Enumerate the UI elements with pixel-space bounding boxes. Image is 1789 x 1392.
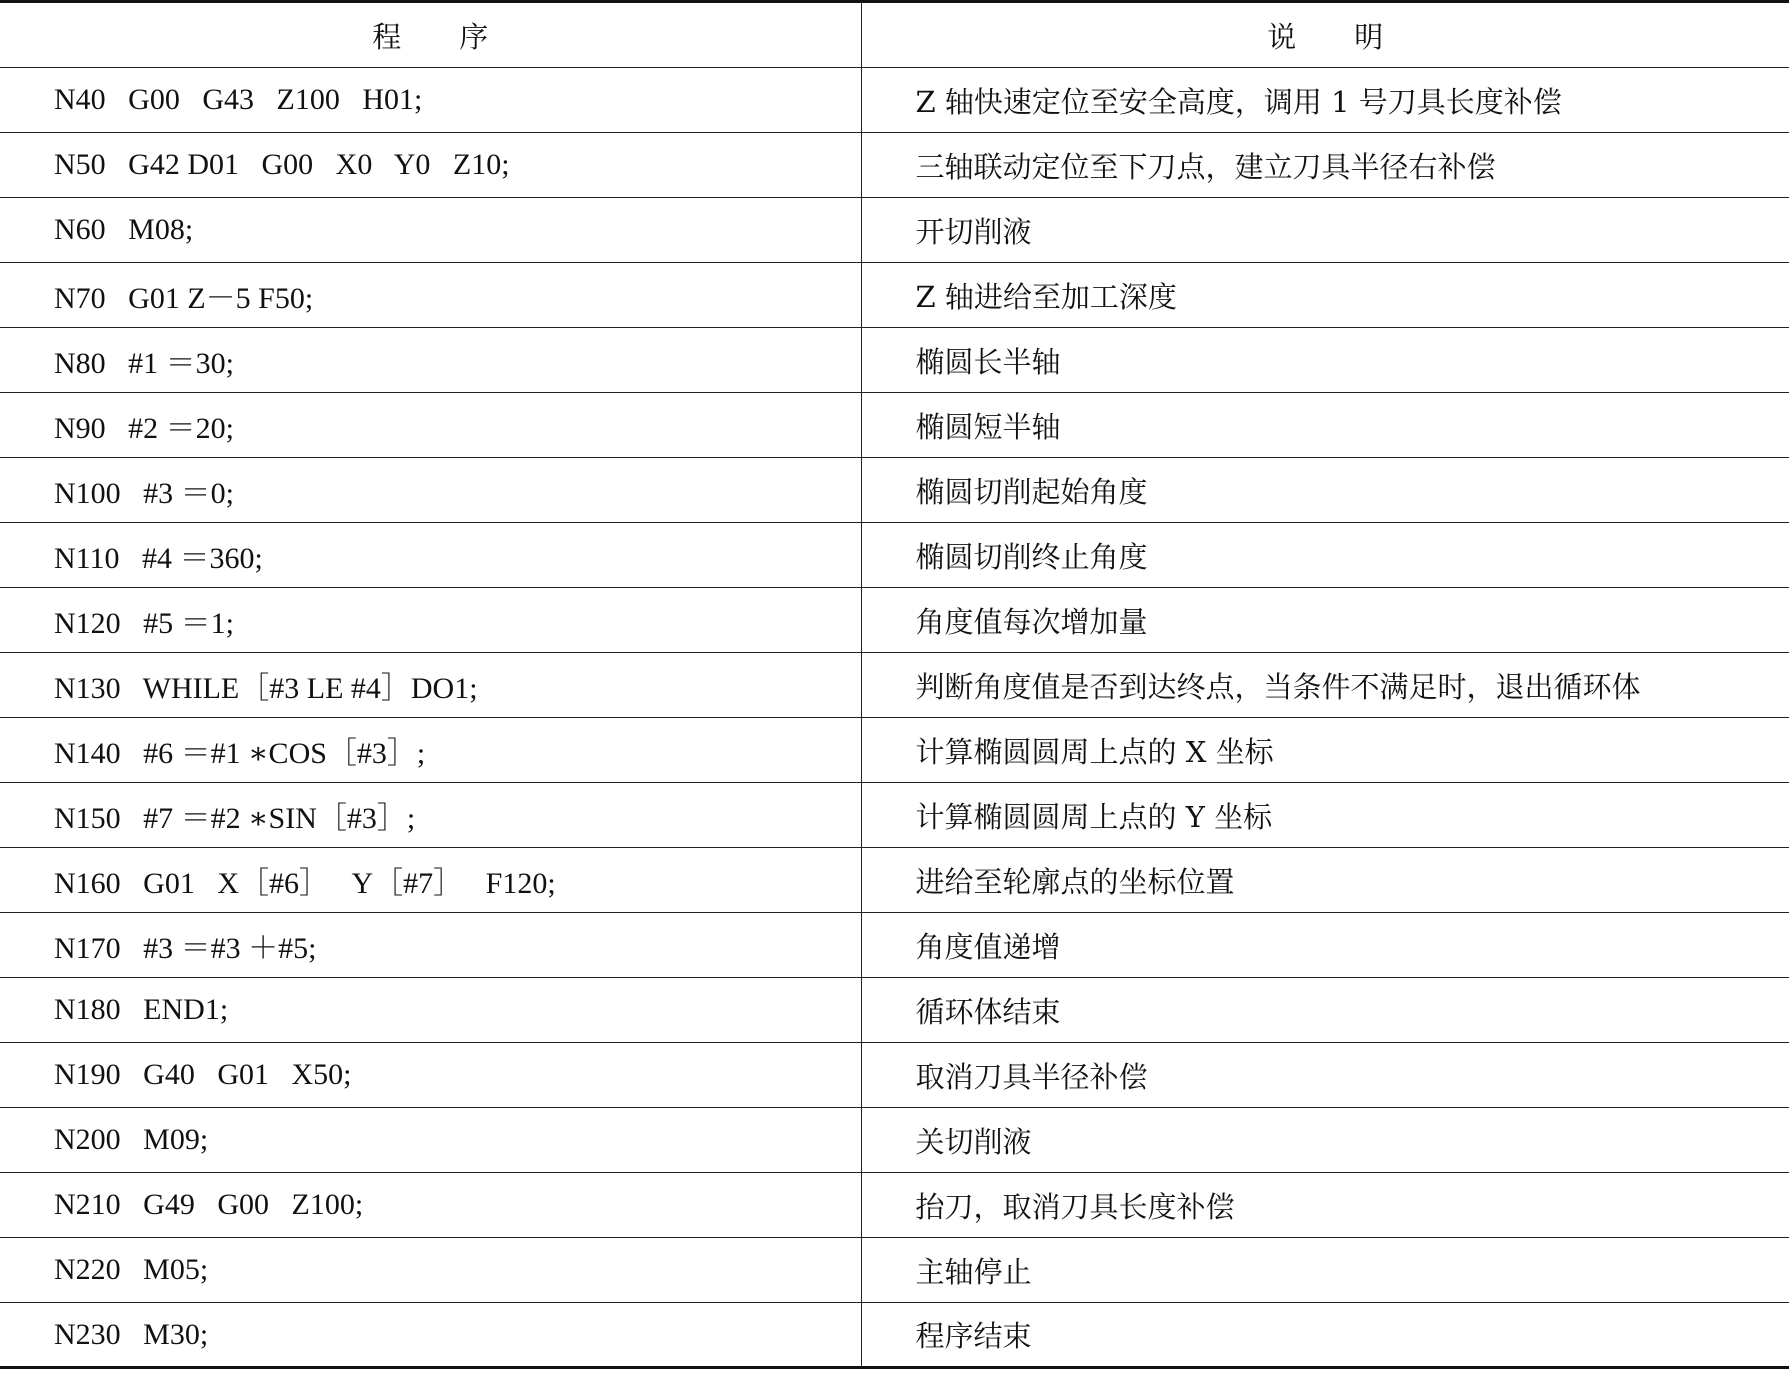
description-cell: 椭圆短半轴: [861, 393, 1789, 458]
table-row: [0, 458, 1789, 523]
description-cell: 取消刀具半径补偿: [861, 1043, 1789, 1108]
table-row: [0, 978, 1789, 1043]
table-row: [0, 718, 1789, 783]
program-cell: N150 #7 ＝#2 ∗SIN［#3］;: [0, 783, 861, 848]
description-cell: 关切削液: [861, 1108, 1789, 1173]
program-cell: N210 G49 G00 Z100;: [0, 1173, 861, 1238]
program-cell: N220 M05;: [0, 1238, 861, 1303]
table-row: [0, 68, 1789, 133]
description-cell: 椭圆长半轴: [861, 328, 1789, 393]
table-row: [0, 1173, 1789, 1238]
description-cell: Z 轴快速定位至安全高度，调用 1 号刀具长度补偿: [861, 68, 1789, 133]
table-row: [0, 328, 1789, 393]
program-cell: N140 #6 ＝#1 ∗COS［#3］;: [0, 718, 861, 783]
description-cell: 循环体结束: [861, 978, 1789, 1043]
table-row: [0, 263, 1789, 328]
table-row: [0, 523, 1789, 588]
table-row: [0, 783, 1789, 848]
table-row: [0, 1238, 1789, 1303]
program-cell: N190 G40 G01 X50;: [0, 1043, 861, 1108]
description-cell: 程序结束: [915, 1319, 1032, 1353]
program-cell: N70 G01 Z－5 F50;: [0, 263, 861, 328]
description-cell: 判断角度值是否到达终点，当条件不满足时，退出循环体: [861, 653, 1789, 718]
table-row: [0, 653, 1789, 718]
program-cell: N100 #3 ＝0;: [0, 458, 861, 523]
table-body: [0, 68, 1789, 1368]
description-cell: 椭圆切削起始角度: [861, 458, 1789, 523]
description-cell: Z 轴进给至加工深度: [861, 263, 1789, 328]
program-cell: N120 #5 ＝1;: [0, 588, 861, 653]
table-row: [0, 588, 1789, 653]
header-description: 说 明: [861, 2, 1789, 68]
description-cell: 计算椭圆圆周上点的 Y 坐标: [861, 783, 1789, 848]
table-row: [0, 913, 1789, 978]
description-cell: 计算椭圆圆周上点的 X 坐标: [861, 718, 1789, 783]
program-cell: N90 #2 ＝20;: [0, 393, 861, 458]
description-cell: 角度值递增: [861, 913, 1789, 978]
program-cell: N50 G42 D01 G00 X0 Y0 Z10;: [0, 133, 861, 198]
table-row: [0, 133, 1789, 198]
program-cell: N60 M08;: [0, 198, 861, 263]
program-cell: N170 #3 ＝#3 ＋#5;: [0, 913, 861, 978]
program-cell: N180 END1;: [0, 978, 861, 1043]
description-cell: 抬刀，取消刀具长度补偿: [861, 1173, 1789, 1238]
table-header-row: [0, 2, 1789, 68]
program-cell: N200 M09;: [0, 1108, 861, 1173]
description-cell: 椭圆切削终止角度: [861, 523, 1789, 588]
table-row: [0, 848, 1789, 913]
program-cell: N130 WHILE［#3 LE #4］DO1;: [0, 653, 861, 718]
program-cell: N230 M30;: [0, 1303, 861, 1368]
description-cell: 开切削液: [861, 198, 1789, 263]
table-row: [0, 198, 1789, 263]
header-program: 程 序: [0, 2, 861, 68]
program-cell: N80 #1 ＝30;: [0, 328, 861, 393]
description-cell: 主轴停止: [861, 1238, 1789, 1303]
description-cell: 角度值每次增加量: [861, 588, 1789, 653]
table-row: [0, 1303, 1789, 1368]
program-cell: N40 G00 G43 Z100 H01;: [0, 68, 861, 133]
program-cell: N160 G01 X［#6］ Y［#7］ F120;: [0, 848, 861, 913]
program-cell: N110 #4 ＝360;: [0, 523, 861, 588]
description-cell: 三轴联动定位至下刀点，建立刀具半径右补偿: [861, 133, 1789, 198]
table-row: [0, 1108, 1789, 1173]
table-row: [0, 1043, 1789, 1108]
description-cell: 进给至轮廓点的坐标位置: [861, 848, 1789, 913]
table-row: [0, 393, 1789, 458]
